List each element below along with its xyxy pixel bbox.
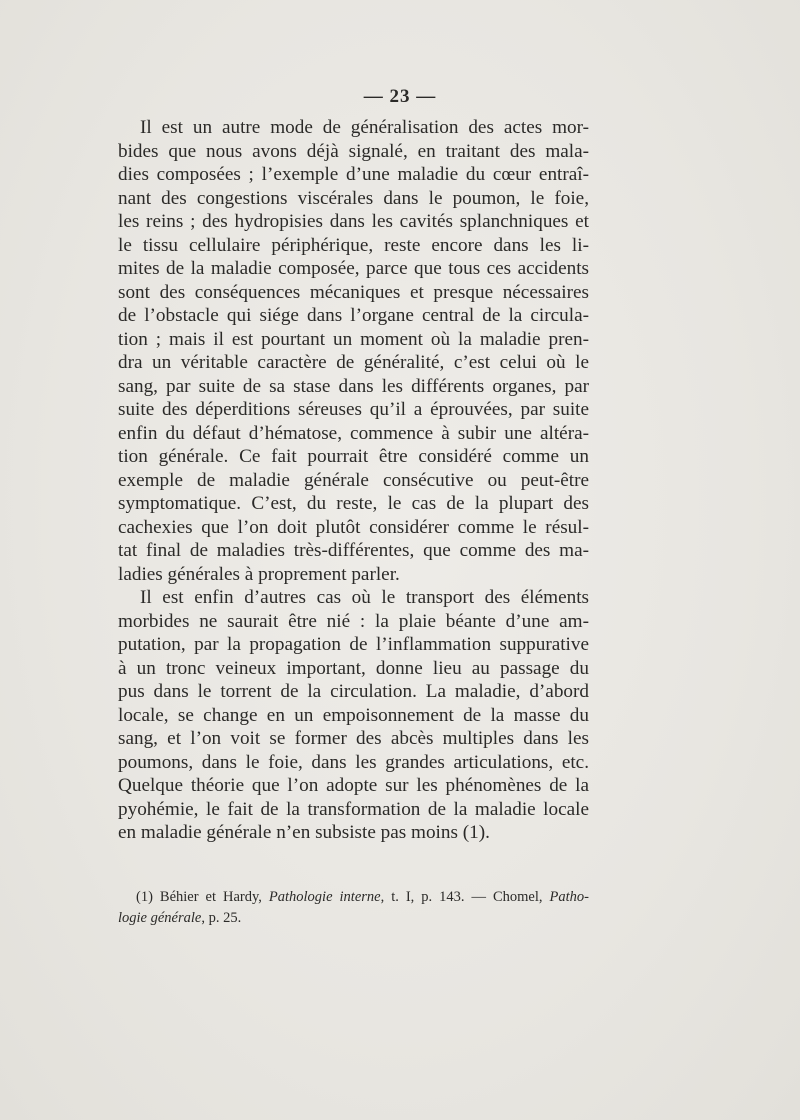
footnote-title: logie générale	[118, 910, 202, 926]
text-line: enfin du défaut d’hématose, commence à subir une altéra-	[118, 422, 589, 444]
text-line: exemple de maladie générale consécutive ou peut-être	[118, 469, 589, 491]
text-line: mites de la maladie composée, parce que tous ces accidents	[118, 258, 589, 279]
text-line: Quelque théorie que l’on adopte sur les phénomènes de la	[118, 775, 589, 796]
text-line: putation, par la propagation de l’inflammation suppurative	[118, 634, 589, 655]
text-line: de l’obstacle qui siége dans l’organe central de la circula-	[118, 305, 589, 326]
footnote-line	[118, 908, 589, 929]
text-line: pus dans le torrent de la circulation. La maladie, d’abord	[118, 681, 589, 702]
text-line: le tissu cellulaire périphérique, reste encore dans les li-	[118, 234, 589, 256]
text-line: sang, et l’on voit se former des abcès multiples dans les	[118, 728, 589, 749]
text-line: sang, par suite de sa stase dans les différents organes, par	[118, 375, 589, 397]
page-number: — 23 —	[363, 86, 437, 107]
text-line: en maladie générale n’en subsiste pas moins (1).	[118, 822, 490, 843]
body-text	[118, 116, 589, 845]
text-line: tion générale. Ce fait pourrait être considéré comme un	[118, 446, 589, 467]
text-line: bides que nous avons déjà signalé, en traitant des mala-	[118, 140, 589, 162]
text-line: pyohémie, le fait de la transformation de la maladie locale	[118, 798, 589, 820]
text-line: à un tronc veineux important, donne lieu au passage du	[118, 657, 589, 679]
text-line: dra un véritable caractère de généralité, c’est celui où le	[118, 352, 589, 373]
footnote-title: Patho-	[549, 889, 589, 905]
paragraph-2	[118, 586, 589, 845]
text-line: morbides ne saurait être nié : la plaie béante d’une am-	[118, 610, 589, 632]
footnote-title: Pathologie interne	[268, 889, 381, 905]
footnote-line	[118, 887, 589, 908]
text-line: sont des conséquences mécaniques et presque nécessaires	[118, 281, 589, 303]
text-line: symptomatique. C’est, du reste, le cas de la plupart des	[118, 493, 589, 514]
text-line: ladies générales à proprement parler.	[118, 563, 400, 585]
text-line: Il est un autre mode de généralisation des actes mor-	[140, 117, 589, 138]
text-line: locale, se change en un empoisonnement de la masse du	[118, 704, 589, 726]
text-line: dies composées ; l’exemple d’une maladie du cœur entraî-	[118, 164, 589, 185]
footnote-text: , p. 25.	[201, 910, 242, 926]
text-line: nant des congestions viscérales dans le poumon, le foie,	[118, 187, 589, 209]
footnote-text: (1) Béhier et Hardy,	[136, 889, 269, 905]
text-line: tat final de maladies très-différentes, que comme des ma-	[118, 540, 589, 561]
paragraph-1	[118, 116, 589, 586]
text-line: les reins ; des hydropisies dans les cavités splanchniques et	[118, 211, 589, 232]
text-line: tion ; mais il est pourtant un moment où la maladie pren-	[118, 328, 589, 350]
text-line: Il est enfin d’autres cas où le transport des éléments	[140, 587, 589, 608]
footnote-text: , t. I, p. 143. — Chomel,	[380, 889, 550, 905]
text-line: suite des déperditions séreuses qu’il a éprouvées, par suite	[118, 399, 589, 420]
footnote	[118, 887, 589, 929]
text-line: poumons, dans le foie, dans les grandes articulations, etc.	[118, 751, 589, 773]
text-line: cachexies que l’on doit plutôt considérer comme le résul-	[118, 516, 589, 538]
